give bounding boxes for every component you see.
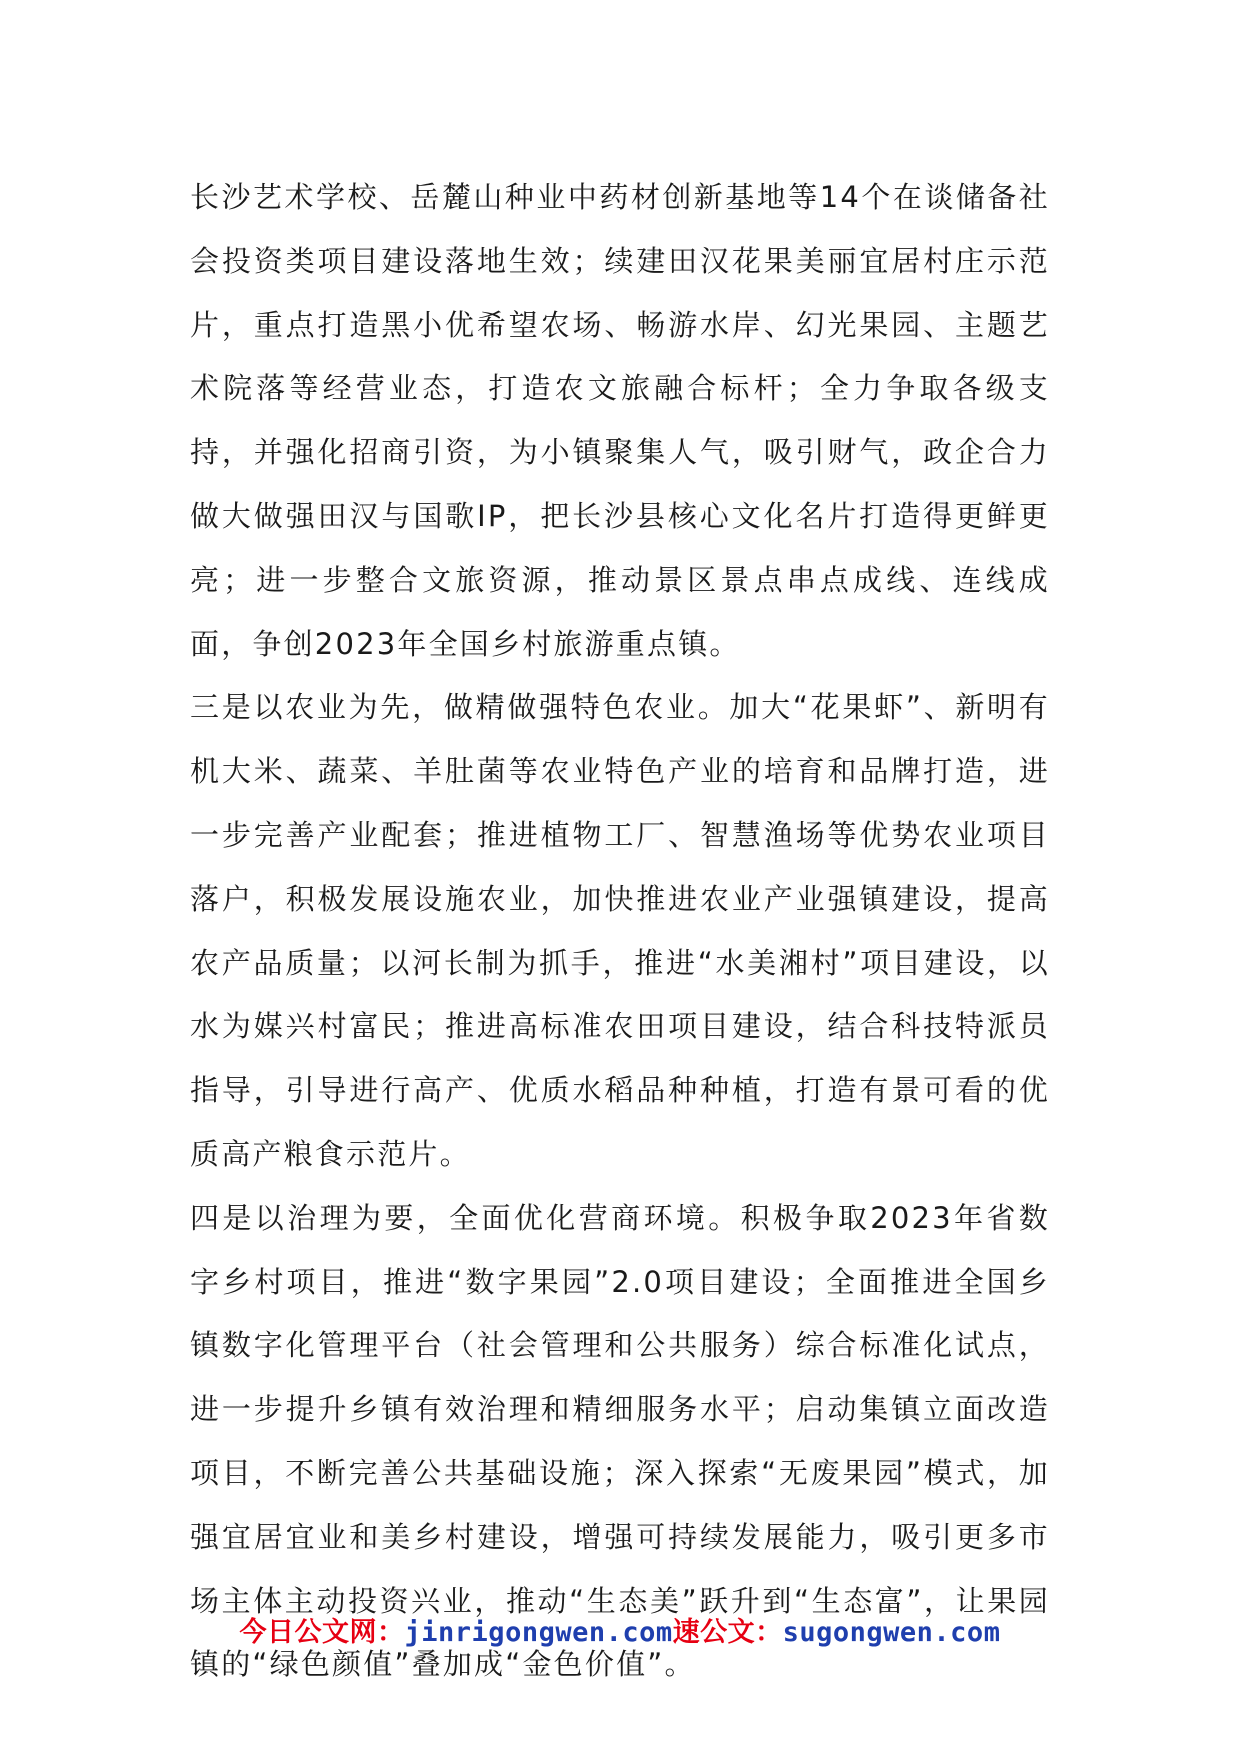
footer-site2-label: 速公文： <box>672 1617 783 1648</box>
footer-site1-label: 今日公文网： <box>239 1617 405 1648</box>
footer-watermark <box>0 1610 1240 1649</box>
document-body <box>190 166 1050 1697</box>
footer-site2-domain[interactable]: sugongwen.com <box>782 1617 1001 1648</box>
paragraph-governance: 四是以治理为要，全面优化营商环境。积极争取2023年省数字乡村项目，推进“数字果园”2.0项目建设；全面推进全国乡镇数字化管理平台（社会管理和公共服务）综合标准化试点，进一步提升乡镇有效治理和精细服务水平；启动集镇立面改造项目，不断完善公共基础设施；深入探索“无废果园”模式，加强宜居宜业和美乡村建设，增强可持续发展能力，吸引更多市场主体主动投资兴业，推动“生态美”跃升到“生态富”，让果园镇的“绿色颜值”叠加成“金色价值”。 <box>190 1200 1050 1682</box>
paragraph-agriculture: 三是以农业为先，做精做强特色农业。加大“花果虾”、新明有机大米、蔬菜、羊肚菌等农业特色产业的培育和品牌打造，进一步完善产业配套；推进植物工厂、智慧渔场等优势农业项目落户，积极发展设施农业，加快推进农业产业强镇建设，提高农产品质量；以河长制为抓手，推进“水美湘村”项目建设，以水为媒兴村富民；推进高标准农田项目建设，结合科技特派员指导，引导进行高产、优质水稻品种种植，打造有景可看的优质高产粮食示范片。 <box>190 690 1050 1171</box>
footer-site1-domain[interactable]: jinrigongwen.com <box>404 1617 673 1648</box>
paragraph-project-construction: 长沙艺术学校、岳麓山种业中药材创新基地等14个在谈储备社会投资类项目建设落地生效；续建田汉花果美丽宜居村庄示范片，重点打造黑小优希望农场、畅游水岸、幻光果园、主题艺术院落等经营业态，打造农文旅融合标杆；全力争取各级支持，并强化招商引资，为小镇聚集人气，吸引财气，政企合力做大做强田汉与国歌IP，把长沙县核心文化名片打造得更鲜更亮；进一步整合文旅资源，推动景区景点串点成线、连线成面，争创2023年全国乡村旅游重点镇。 <box>190 180 1050 661</box>
